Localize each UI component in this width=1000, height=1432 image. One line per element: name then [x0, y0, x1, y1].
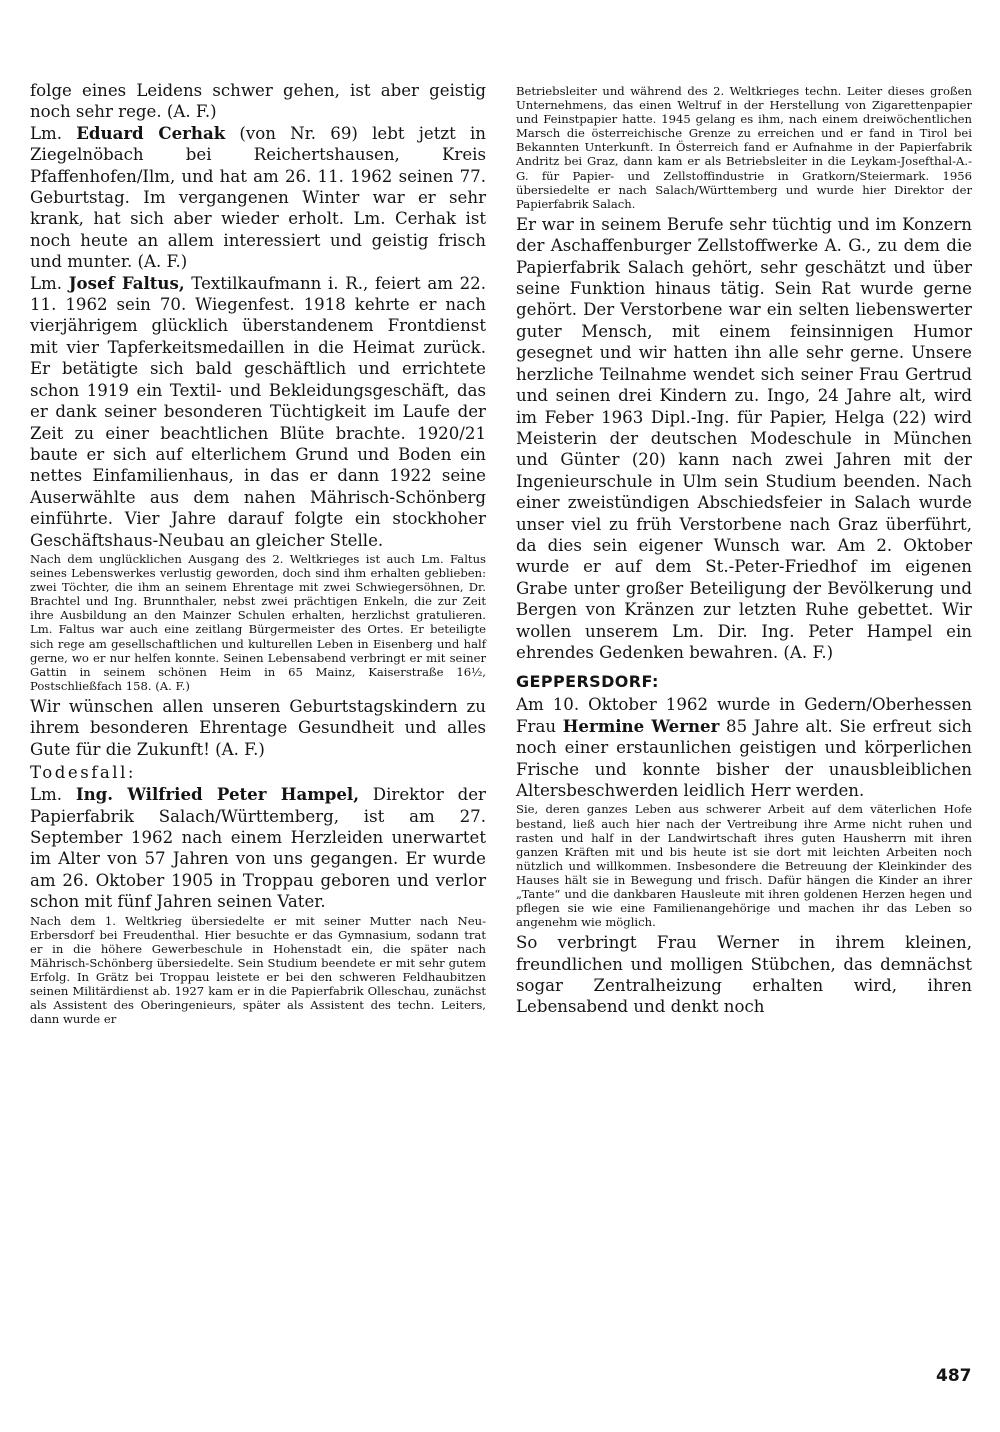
- page-number: 487: [936, 1366, 972, 1386]
- heading-todesfall: Todesfall:: [30, 763, 136, 783]
- paragraph-werner-intro: Am 10. Oktober 1962 wurde in Gedern/Oberhessen Frau: [516, 695, 972, 736]
- section-heading-geppersdorf: GEPPERSDORF:: [516, 672, 659, 692]
- name-werner: Hermine Werner: [562, 715, 720, 736]
- prefix-text: Lm.: [30, 273, 69, 293]
- paragraph-hampel-text: Direktor der Papierfabrik Salach/Württemberg, ist am 27. September 1962 nach einem Herzleiden unerwartet im Alter von 57 Jahren von uns gegangen. Er wurde am 26. Oktober 1905 in Troppau geboren und verlor schon mit fünf Jahren seinen Vater.: [30, 785, 486, 912]
- paragraph-werner-closing: So verbringt Frau Werner in ihrem kleinen, freundlichen und molligen Stübchen, das demnächst sogar Zentralheizung erhalten wird, ihren Lebensabend und denkt noch: [516, 933, 972, 1017]
- paragraph-wishes: Wir wünschen allen unseren Geburtstagskindern zu ihrem besonderen Ehrentage Gesundheit und alles Gute für die Zukunft! (A. F.): [30, 696, 486, 759]
- paragraph-cerhak-text: (von Nr. 69) lebt jetzt in Ziegelnöbach bei Reichertshausen, Kreis Pfaffenhofen/Ilm, und hat am 26. 11. 1962 seinen 77. Geburtstag. Im vergangenen Winter war er sehr krank, hat sich aber wieder erholt. Lm. Cerhak ist noch heute an allem interessiert und geistig frisch und munter. (A. F.): [30, 123, 486, 272]
- paragraph-hampel-obituary: Er war in seinem Berufe sehr tüchtig und im Konzern der Aschaffenburger Zellstoffwerke A. G., zu dem die Papierfabrik Salach gehört, sehr geschätzt und über seine Funktion hinaus tätig. Sein Rat wurde gerne gehört. Der Verstorbene war ein selten liebenswerter guter Mensch, mit einem feinsinnigen Humor gesegnet und wir hatten ihn alle sehr gerne. Unsere herzliche Teilnahme wendet sich seiner Frau Gertrud und seinen drei Kindern zu. Ingo, 24 Jahre alt, wird im Feber 1963 Dipl.-Ing. für Papier, Helga (22) wird Meisterin der deutschen Modeschule in München und Günter (20) kann nach zwei Jahren mit der Ingenieurschule in Ulm sein Studium beenden. Nach einer zweistündigen Abschiedsfeier in Salach wurde unser viel zu früh Verstorbene nach Graz überführt, da dies sein eigener Wunsch war. Am 2. Oktober wurde er auf dem St.-Peter-Friedhof im eigenen Grabe unter großer Beteiligung der Bevölkerung und Bergen von Kränzen zur letzten Ruhe gebettet. Wir wollen unserem Lm. Dir. Ing. Peter Hampel ein ehrendes Gedenken bewahren. (A. F.): [516, 214, 972, 662]
- paragraph-faltus-text: Textilkaufmann i. R., feiert am 22. 11. 1962 sein 70. Wiegenfest. 1918 kehrte er nach vierjährigem glücklich überstandenem Frontdienst mit vier Tapferkeitsmedaillen in die Heimat zurück. Er betätigte sich bald geschäftlich und errichtete schon 1919 ein Textil- und Bekleidungsgeschäft, das er dank seiner besonderen Tüchtigkeit im Laufe der Zeit zu einer beachtlichen Blüte brachte. 1920/21 baute er sich auf elterlichem Grund und Boden ein nettes Einfamilienhaus, in das er dann 1922 seine Auserwählte aus dem nahen Mährisch-Schönberg einführte. Vier Jahre darauf folgte ein stockhoher Geschäftshaus-Neubau an gleicher Stelle.: [30, 273, 487, 550]
- paragraph-faltus: [30, 273, 486, 551]
- prefix-text: Lm.: [30, 123, 77, 143]
- paragraph-cerhak: [30, 123, 486, 273]
- paragraph-werner: [516, 694, 972, 801]
- paragraph-hampel-career: Betriebsleiter und während des 2. Weltkrieges techn. Leiter dieses großen Unternehmens, das einen Weltruf in der Herstellung von Zigarettenpapier und Feinstpapier hatte. 1945 gelang es ihm, nach einem dreiwöchentlichen Marsch die österreichische Grenze zu erreichen und er fand in Tirol bei Bekannten Unterkunft. In Österreich fand er Aufnahme in der Papierfabrik Andritz bei Graz, dann kam er als Betriebsleiter in die Leykam-Josefthal-A.-G. für Papier- und Zellstoffindustrie in Gratkorn/Steiermark. 1956 übersiedelte er nach Salach/Württemberg und wurde hier Direktor der Papierfabrik Salach.: [516, 84, 972, 211]
- name-cerhak: Eduard Cerhak: [76, 122, 226, 143]
- name-faltus: Josef Faltus,: [68, 272, 185, 293]
- paragraph-leiden: folge eines Leidens schwer gehen, ist aber geistig noch sehr rege. (A. F.): [30, 81, 486, 122]
- paragraph-werner-text: 85 Jahre alt. Sie erfreut sich noch einer erstaunlichen geistigen und körperlichen Frische und konnte bisher der unausbleiblichen Altersbeschwerden leidlich Herr werden.: [516, 716, 972, 800]
- name-hampel: Ing. Wilfried Peter Hampel,: [75, 784, 360, 805]
- left-column: [30, 80, 486, 1029]
- right-column: [516, 80, 972, 1018]
- paragraph-hampel-detail: Nach dem 1. Weltkrieg übersiedelte er mit seiner Mutter nach Neu-Erbersdorf bei Freudenthal. Hier besuchte er das Gymnasium, sodann trat er in die höhere Gewerbeschule in Hohenstadt ein, die später nach Mährisch-Schönberg übersiedelte. Sein Studium beendete er mit sehr gutem Erfolg. In Grätz bei Troppau leistete er bei den schweren Feldhaubitzen seinen Militärdienst ab. 1927 kam er in die Papierfabrik Olleschau, zunächst als Assistent des Oberingenieurs, später als Assistent des techn. Leiters, dann wurde er: [30, 913, 486, 1027]
- paragraph-hampel: [30, 784, 486, 912]
- paragraph-faltus-detail: Nach dem unglücklichen Ausgang des 2. Weltkrieges ist auch Lm. Faltus seines Lebenswerkes verlustig geworden, doch sind ihm erhalten geblieben: zwei Töchter, die ihm an seinem Ehrentage mit zwei Schwiegersöhnen, Dr. Brachtel und Ing. Brunnthaler, nebst zwei prächtigen Enkeln, die zur Zeit ihre Ausbildung an den Mainzer Schulen erhalten, herzlichst gratulieren. Lm. Faltus war auch eine zeitlang Bürgermeister des Ortes. Er beteiligte sich rege am gesellschaftlichen und kulturellen Leben in Eisenberg und half gerne, wo er nur helfen konnte. Seinen Lebensabend verbringt er mit seiner Gattin in seinem schönen Heim in 65 Mainz, Kaiserstraße 16½, Postschließfach 158. (A. F.): [30, 551, 486, 693]
- paragraph-werner-detail: Sie, deren ganzes Leben aus schwerer Arbeit auf dem väterlichen Hofe bestand, ließ auch hier nach der Vertreibung ihre Arme nicht ruhen und rasten und half in der Landwirtschaft ihres guten Hausherrn mit ihren ganzen Kräften mit und bis heute ist sie dort mit leichten Arbeiten noch nützlich und willkommen. Insbesondere die Betreuung der Kleinkinder des Hauses hält sie in Bewegung und frisch. Dafür hängen die Kinder an ihrer „Tante“ und die dankbaren Hausleute mit ihren goldenen Herzen hegen und pflegen sie wie eine Familienangehörige und machen ihr das Leben so angenehm wie möglich.: [516, 802, 972, 930]
- prefix-text: Lm.: [30, 785, 76, 805]
